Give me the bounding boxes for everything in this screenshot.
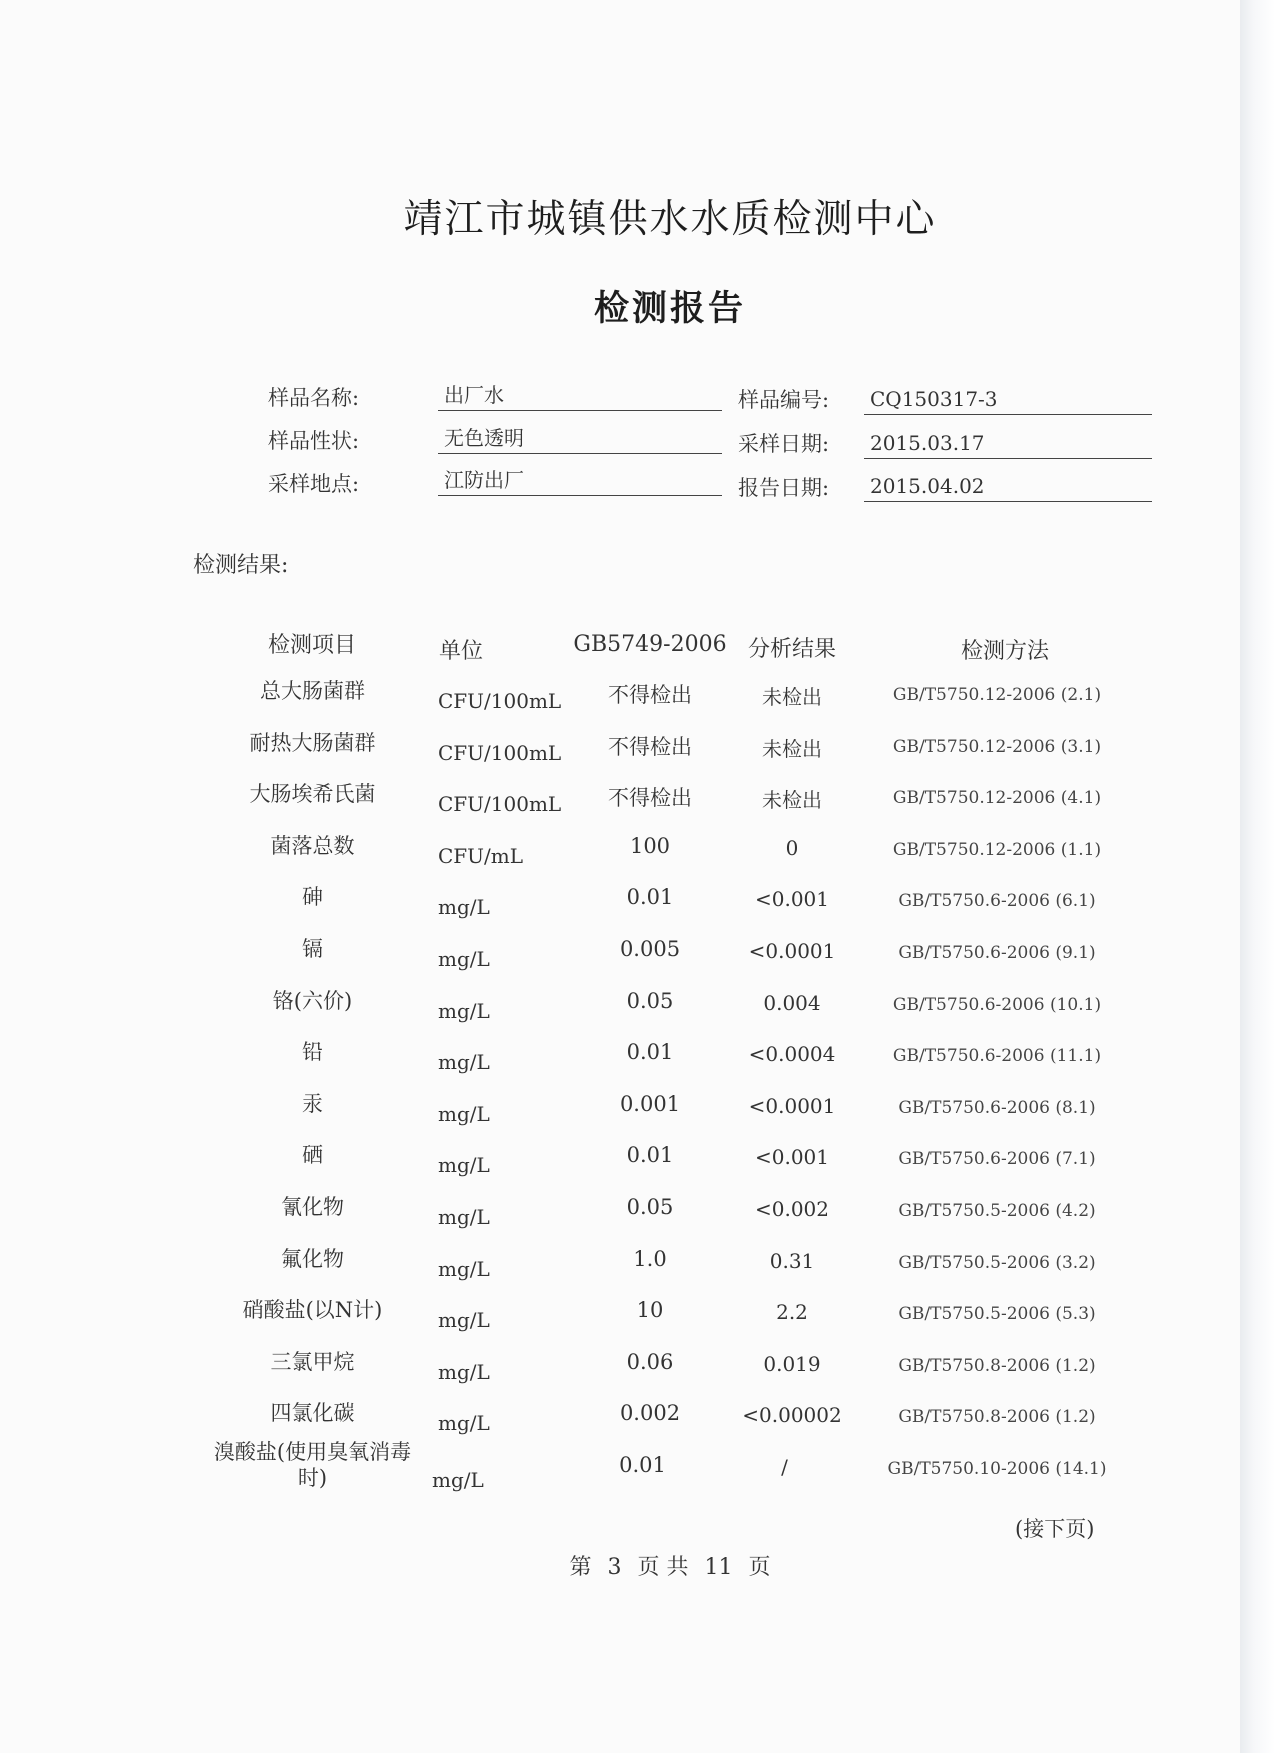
row-unit: mg/L	[438, 1101, 490, 1126]
row-standard: 0.05	[626, 988, 674, 1013]
results-label: 检测结果:	[193, 553, 289, 578]
row-item: 砷	[302, 885, 323, 910]
row-item: 镉	[302, 937, 323, 961]
row-item: 硝酸盐(以N计)	[242, 1298, 383, 1323]
footer-mid: 页 共	[637, 1555, 689, 1580]
row-item: 四氯化碳	[270, 1401, 355, 1426]
row-result: 0.004	[763, 990, 821, 1015]
row-item: 铅	[302, 1040, 323, 1065]
row-result: 0	[785, 835, 799, 860]
continue-note: (接下页)	[1015, 1517, 1095, 1541]
row-method: GB/T5750.5-2006 (5.3)	[898, 1304, 1096, 1325]
row-method: GB/T5750.8-2006 (1.2)	[898, 1407, 1096, 1428]
row-standard: 100	[629, 833, 671, 858]
row-unit: mg/L	[438, 1050, 490, 1075]
row-item: 氰化物	[281, 1195, 344, 1219]
row-method: GB/T5750.8-2006 (1.2)	[898, 1355, 1096, 1376]
report-date-value: 2015.04.02	[864, 473, 1152, 502]
row-unit: mg/L	[438, 947, 490, 971]
last-row-unit: mg/L	[432, 1468, 484, 1492]
row-unit: mg/L	[438, 1256, 490, 1281]
row-item: 菌落总数	[270, 833, 355, 858]
row-result: 2.2	[776, 1300, 808, 1325]
row-result: <0.001	[754, 887, 829, 912]
row-standard: 不得检出	[608, 734, 692, 759]
row-method: GB/T5750.6-2006 (6.1)	[898, 891, 1096, 912]
row-result: 未检出	[762, 685, 822, 709]
row-unit: mg/L	[438, 998, 490, 1023]
last-row-item-line2: 时)	[297, 1466, 328, 1490]
header-unit: 单位	[439, 639, 484, 664]
report-date-label: 报告日期:	[738, 476, 830, 500]
row-unit: CFU/100mL	[438, 740, 562, 765]
header-standard: GB5749-2006	[573, 632, 727, 657]
row-method: GB/T5750.12-2006 (2.1)	[892, 685, 1102, 705]
row-result: 0.31	[769, 1248, 815, 1273]
footer-prefix: 第	[569, 1555, 592, 1580]
row-unit: CFU/100mL	[438, 792, 562, 817]
row-method: GB/T5750.12-2006 (1.1)	[892, 839, 1102, 860]
row-result: <0.002	[754, 1197, 829, 1221]
row-unit: CFU/100mL	[438, 689, 562, 713]
footer-page-no: 3	[607, 1555, 622, 1580]
row-result: 未检出	[762, 736, 822, 761]
organization-title: 靖江市城镇供水水质检测中心	[403, 197, 937, 242]
row-item: 总大肠菌群	[260, 679, 365, 703]
row-item: 硒	[302, 1143, 323, 1168]
row-result: 0.019	[763, 1351, 821, 1376]
row-unit: mg/L	[438, 895, 490, 920]
sample-state-value: 无色透明	[438, 425, 722, 454]
footer-suffix: 页	[748, 1555, 771, 1580]
row-unit: mg/L	[438, 1411, 490, 1436]
row-standard: 0.05	[626, 1195, 674, 1219]
row-item: 耐热大肠菌群	[249, 730, 376, 755]
scan-edge	[1240, 0, 1275, 1753]
row-result: <0.00002	[742, 1403, 842, 1428]
row-method: GB/T5750.5-2006 (3.2)	[898, 1252, 1096, 1273]
report-title: 检测报告	[593, 288, 746, 329]
row-standard: 0.01	[626, 1040, 674, 1065]
row-standard: 不得检出	[608, 786, 692, 811]
row-standard: 0.002	[619, 1401, 681, 1426]
row-method: GB/T5750.5-2006 (4.2)	[898, 1201, 1096, 1221]
row-standard: 0.06	[626, 1349, 674, 1374]
row-item: 三氯甲烷	[270, 1349, 355, 1374]
row-method: GB/T5750.6-2006 (11.1)	[892, 1046, 1102, 1067]
row-result: 未检出	[762, 788, 822, 813]
page-footer	[0, 1550, 1275, 1581]
header-method: 检测方法	[960, 639, 1049, 664]
row-result: <0.001	[754, 1145, 829, 1170]
row-standard: 0.001	[619, 1091, 681, 1116]
last-row-method: GB/T5750.10-2006 (14.1)	[887, 1459, 1107, 1479]
last-row-result: /	[781, 1455, 788, 1479]
row-unit: mg/L	[438, 1153, 490, 1178]
row-item: 汞	[302, 1091, 323, 1116]
row-standard: 0.01	[626, 885, 674, 910]
row-result: <0.0004	[748, 1042, 836, 1067]
sample-name-label: 样品名称:	[268, 386, 360, 410]
sampling-site-label: 采样地点:	[268, 472, 360, 496]
row-method: GB/T5750.6-2006 (9.1)	[898, 943, 1096, 963]
row-result: <0.0001	[748, 939, 836, 963]
header-result: 分析结果	[747, 637, 836, 662]
row-unit: CFU/mL	[438, 843, 524, 868]
row-item: 大肠埃希氏菌	[249, 782, 376, 807]
sample-no-label: 样品编号:	[738, 388, 830, 412]
sampling-site-value: 江防出厂	[438, 467, 722, 496]
row-method: GB/T5750.6-2006 (10.1)	[892, 994, 1102, 1015]
row-item: 氟化物	[281, 1246, 344, 1271]
row-result: <0.0001	[748, 1093, 836, 1118]
sampling-date-label: 采样日期:	[738, 432, 830, 456]
row-unit: mg/L	[438, 1205, 490, 1229]
row-standard: 0.01	[626, 1143, 674, 1168]
row-item: 铬(六价)	[272, 988, 353, 1013]
footer-page-total: 11	[704, 1555, 733, 1580]
row-standard: 不得检出	[608, 683, 692, 707]
last-row-standard: 0.01	[619, 1453, 666, 1477]
row-method: GB/T5750.6-2006 (8.1)	[898, 1097, 1096, 1118]
row-method: GB/T5750.12-2006 (3.1)	[892, 736, 1102, 757]
header-item: 检测项目	[267, 633, 356, 658]
sample-name-value: 出厂水	[438, 382, 722, 411]
row-unit: mg/L	[438, 1308, 490, 1333]
row-method: GB/T5750.6-2006 (7.1)	[898, 1149, 1096, 1170]
sample-state-label: 样品性状:	[268, 429, 360, 453]
row-standard: 0.005	[619, 937, 681, 961]
last-row-item-line1: 溴酸盐(使用臭氧消毒	[213, 1440, 412, 1464]
row-method: GB/T5750.12-2006 (4.1)	[892, 788, 1102, 809]
row-standard: 1.0	[633, 1246, 667, 1271]
sampling-date-value: 2015.03.17	[864, 430, 1152, 459]
row-standard: 10	[636, 1298, 664, 1323]
row-unit: mg/L	[438, 1359, 490, 1384]
sample-no-value: CQ150317-3	[864, 386, 1152, 415]
